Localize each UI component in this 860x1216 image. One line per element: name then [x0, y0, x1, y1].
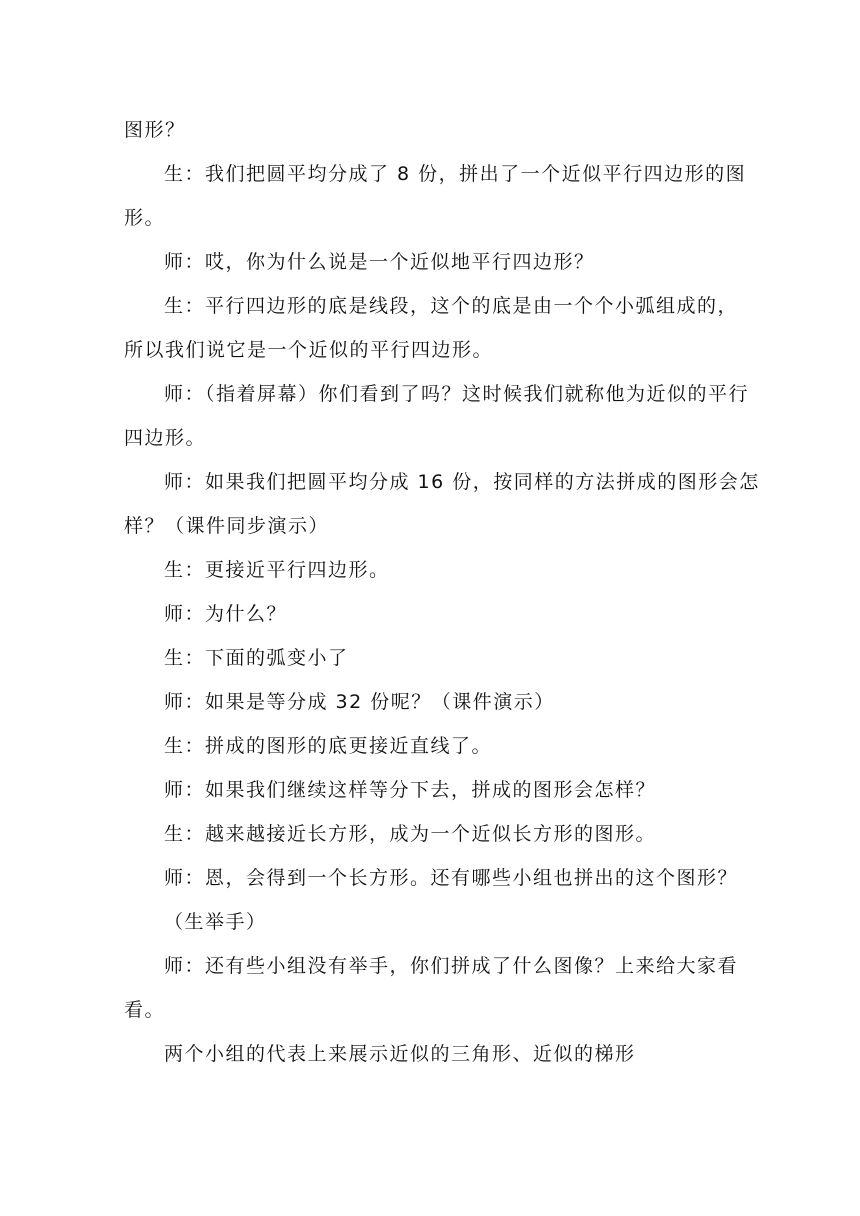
- text-line: 师：还有些小组没有举手，你们拼成了什么图像？上来给大家看: [164, 955, 739, 977]
- text-line: （生举手）: [164, 911, 267, 933]
- text-line: 生：越来越接近长方形，成为一个近似长方形的图形。: [164, 823, 657, 845]
- text-line: 师：恩，会得到一个长方形。还有哪些小组也拼出的这个图形？: [164, 867, 739, 889]
- text-line: 形。: [124, 207, 166, 229]
- text-line: 师：（指着屏幕）你们看到了吗？这时候我们就称他为近似的平行: [164, 383, 750, 405]
- text-line: 看。: [124, 999, 166, 1021]
- text-line: 生：更接近平行四边形。: [164, 559, 390, 581]
- text-line: 图形？: [124, 119, 186, 141]
- text-line: 生：平行四边形的底是线段，这个的底是由一个个小弧组成的，: [164, 295, 739, 317]
- text-line: 师：如果我们继续这样等分下去，拼成的图形会怎样？: [164, 779, 657, 801]
- text-line: 师：哎，你为什么说是一个近似地平行四边形？: [164, 251, 595, 273]
- text-line: 生：下面的弧变小了: [164, 647, 349, 669]
- text-line: 生：我们把圆平均分成了 8 份，拼出了一个近似平行四边形的图: [164, 163, 747, 185]
- text-line: 师：如果是等分成 32 份呢？（课件演示）: [164, 691, 555, 713]
- text-line: 所以我们说它是一个近似的平行四边形。: [124, 339, 494, 361]
- document-body: [124, 108, 760, 1076]
- text-line: 样？（课件同步演示）: [124, 515, 330, 537]
- text-line: 两个小组的代表上来展示近似的三角形、近似的梯形: [164, 1043, 636, 1065]
- text-line: 生：拼成的图形的底更接近直线了。: [164, 735, 493, 757]
- text-line: 师：为什么？: [164, 603, 288, 625]
- text-line: 师：如果我们把圆平均分成 16 份，按同样的方法拼成的图形会怎: [164, 471, 760, 493]
- text-line: 四边形。: [124, 427, 207, 449]
